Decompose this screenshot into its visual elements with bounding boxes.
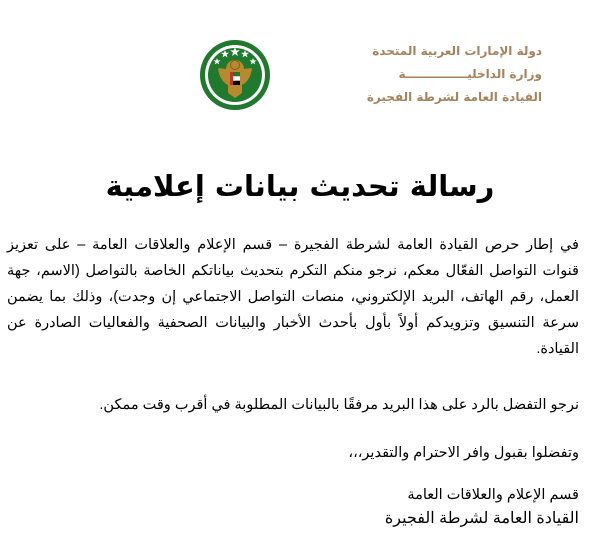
letter-body: في إطار حرص القيادة العامة لشرطة الفجيرة – قسم الإعلام والعلاقات العامة – على تعزيز قنوات التواصل الفعّال معكم، نرجو منكم التكرم بتحديث بياناتكم الخاصة بالتواصل (الاسم، جهة العمل، رقم الهاتف، البريد الإلكتروني، منصات التواصل الاجتماعي إن وجدت)، وذلك بما يضمن سرعة التنسيق وتزويدكم أولاً بأول بأحدث الأخبار والبيانات الصحفية والفعاليات الصادرة عن القيادة. xyxy=(7,237,579,357)
police-command-name: القيادة العامة لشرطة الفجيرة xyxy=(366,90,542,104)
signature-command: القيادة العامة لشرطة الفجيرة xyxy=(384,510,579,527)
reply-request: نرجو التفضل بالرد على هذا البريد مرفقًا بالبيانات المطلوبة في أقرب وقت ممكن. xyxy=(99,397,579,413)
police-emblem-icon xyxy=(198,38,272,112)
letter-title: رسالة تحديث بيانات إعلامية xyxy=(105,169,495,203)
signature-department: قسم الإعلام والعلاقات العامة xyxy=(407,487,579,503)
ministry-name: وزارة الداخليـــــــــــــــة xyxy=(398,67,542,81)
organization-header xyxy=(302,40,542,109)
closing-greeting: وتفضلوا بقبول وافر الاحترام والتقدير،،، xyxy=(348,445,579,461)
country-name: دولة الإمارات العربية المتحدة xyxy=(372,44,542,58)
